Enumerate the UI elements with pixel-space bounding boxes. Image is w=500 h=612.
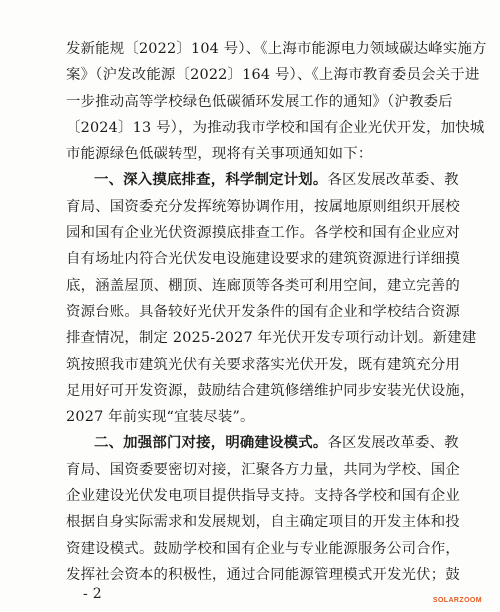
section-1-line: 育局、国资委充分发挥统筹协调作用，按属地原则组织开展校: [66, 198, 460, 215]
section-2-line: 发挥社会资本的积极性，通过合同能源管理模式开发光伏；鼓: [66, 566, 460, 583]
page-number-value: 2: [92, 586, 102, 602]
section-1-line: 足用好可开发资源，鼓励结合建筑修缮维护同步安装光伏设施，: [66, 382, 475, 399]
section-1-line: 自有场址内符合光伏发电设施建设要求的建筑资源进行详细摸: [66, 251, 460, 268]
section-1-line: 2027 年前实现“宜装尽装”。: [66, 409, 255, 426]
section-2-first-line: [66, 430, 459, 456]
section-1-line: 园和国有企业光伏资源摸底排查工作。各学校和国有企业应对: [66, 225, 460, 242]
section-1-first-line: [66, 167, 459, 193]
section-1-heading: 一、深入摸底排查，科学制定计划。: [94, 171, 328, 189]
section-2-first-line-text: 各区发展改革委、教: [327, 435, 459, 452]
body-line: 市能源绿色低碳转型，现将有关事项通知如下：: [66, 146, 373, 163]
section-1-line: 筑按照我市建筑光伏有关要求落实光伏开发，既有建筑充分用: [66, 356, 460, 373]
section-2-line: 根据自身实际需求和发展规划，自主确定项目的开发主体和投: [66, 514, 460, 531]
section-2-line: 企业建设光伏发电项目提供指导支持。支持各学校和国有企业: [66, 488, 460, 505]
body-line: 案》（沪发改能源〔2022〕164 号）、《上海市教育委员会关于进: [66, 67, 480, 84]
section-2-line: 育局、国资委要密切对接，汇聚各方力量，共同为学校、国企: [66, 461, 460, 478]
body-line: 一步推动高等学校绿色低碳循环发展工作的通知》（沪教委后: [66, 93, 453, 110]
body-line: 发新能规〔2022〕104 号）、《上海市能源电力领域碳达峰实施方: [66, 41, 487, 57]
section-2-line: 资建设模式。鼓励学校和国有企业与专业能源服务公司合作，: [66, 540, 460, 557]
body-line: 〔2024〕13 号），为推动我市学校和国有企业光伏开发，加快城: [66, 119, 485, 136]
page-number-dash: -: [83, 586, 88, 602]
section-1-line: 排查情况，制定 2025-2027 年光伏开发专项行动计划。新建建: [66, 330, 477, 347]
section-1-first-line-text: 各区发展改革委、教: [327, 172, 459, 189]
document-body: [66, 36, 487, 588]
solarzoom-watermark: SOLARZOOM: [432, 597, 482, 604]
section-1-line: 资源台账。具备较好光伏开发条件的国有企业和学校结合资源: [66, 303, 460, 320]
section-2-heading: 二、加强部门对接，明确建设模式。: [94, 434, 328, 452]
page-number: [83, 586, 102, 602]
section-1-line: 底，涵盖屋顶、棚顶、连廊顶等各类可利用空间，建立完善的: [66, 277, 460, 294]
